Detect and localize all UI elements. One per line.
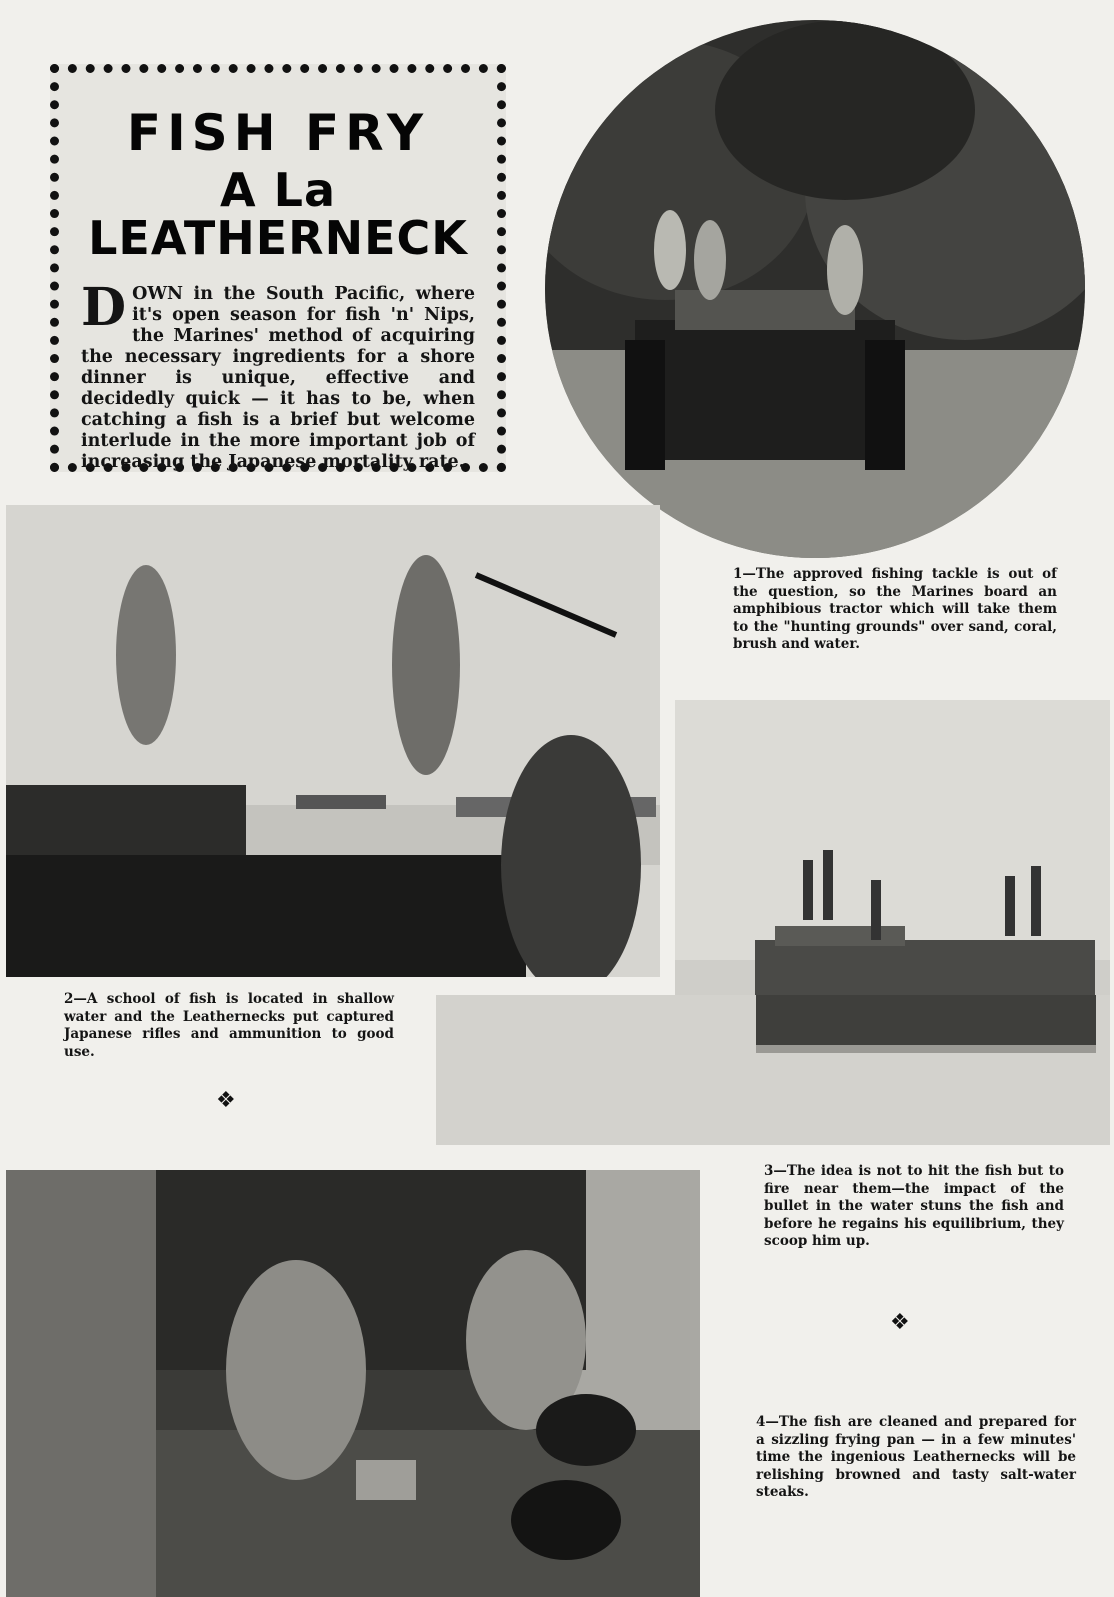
headline-line-2: A La LEATHERNECK xyxy=(88,162,468,265)
drop-cap: D xyxy=(81,277,127,339)
ornament-diamond-icon: ❖ xyxy=(216,1088,236,1113)
intro-paragraph xyxy=(81,277,475,473)
photo-water-surface xyxy=(436,995,1110,1145)
photo-tractor-in-water xyxy=(675,700,1110,1000)
photo-amphibious-tractor-jungle xyxy=(545,20,1085,558)
photo-marines-firing-rifles xyxy=(6,505,660,977)
title-box xyxy=(50,64,506,472)
intro-text: OWN in the South Pacific, where it's open season for fish 'n' Nips, the Marines' method of acquiring the necessary ingredients for a shore dinner is unique, effective and decidedly quick — it has to be, when catching a fish is a brief but welcome interlude in the more important job of increasing the Japanese mortality rate. xyxy=(81,284,475,473)
caption-photo-3: 3—The idea is not to hit the fish but to fire near them—the impact of the bullet in the water stuns the fish and before he regains his equilibrium, they scoop him up. xyxy=(764,1163,1064,1249)
caption-photo-2: 2—A school of fish is located in shallow water and the Leathernecks put captured Japanese rifles and ammunition to good use. xyxy=(64,991,394,1060)
headline-line-1: FISH FRY xyxy=(126,104,430,162)
caption-photo-4: 4—The fish are cleaned and prepared for a sizzling frying pan — in a few minutes' time the ingenious Leathernecks will be relishing browned and tasty salt-water steaks. xyxy=(756,1414,1076,1500)
caption-photo-1: 1—The approved fishing tackle is out of the question, so the Marines board an amphibious tractor which will take them to the "hunting grounds" over sand, coral, brush and water. xyxy=(733,566,1057,652)
ornament-diamond-icon: ❖ xyxy=(890,1310,910,1335)
photo-cleaning-fish xyxy=(6,1170,700,1597)
